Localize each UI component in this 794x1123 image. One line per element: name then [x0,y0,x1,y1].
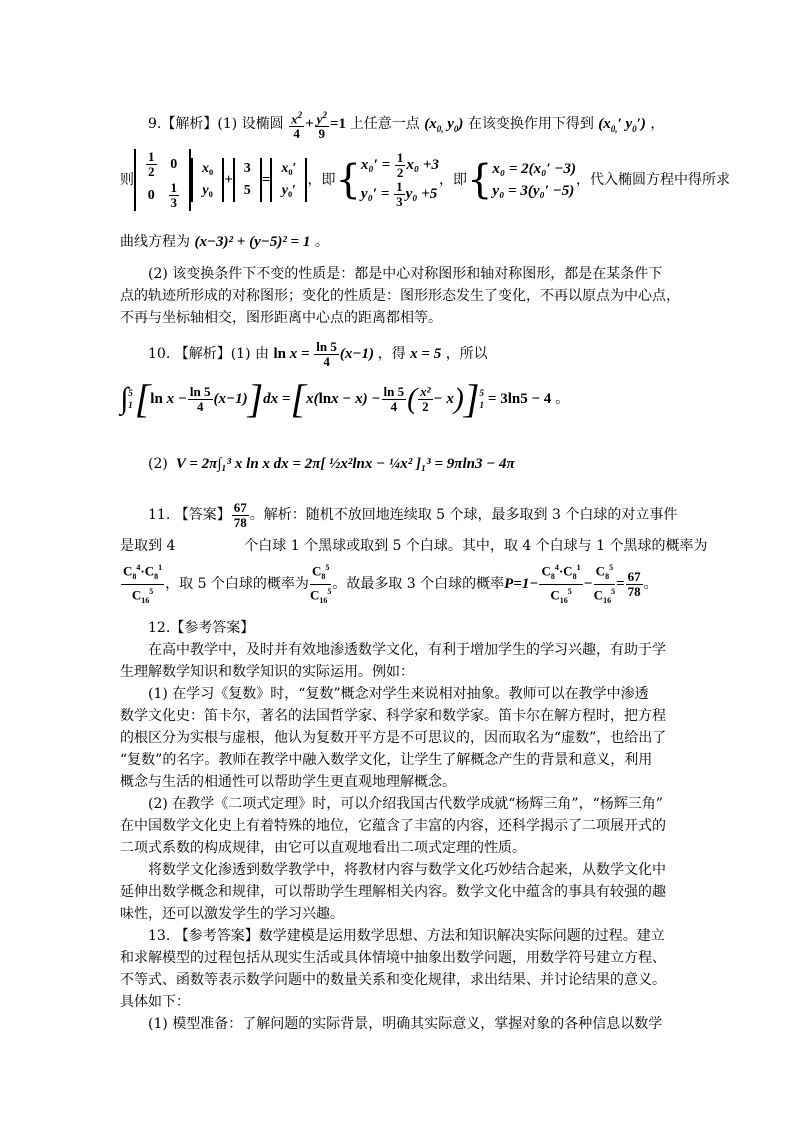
p11-line-1: 11. 【答案】 $\frac{67}{78}$ 。解析：随机不放回地连续取 5 个球，最多取到 3 个白球的对立事件 [148,499,678,530]
answer-fraction: $\frac{67}{78}$ [233,499,247,530]
system-1: x₀′ = $\frac{1}{2}$ x₀ +3 y₀′ = $\frac{1}{3}$ y₀ +5 [360,150,439,209]
vector-x0y0: x₀ y₀ [191,158,224,202]
p11-line-3: $\frac{C_8^4\cdot C_8^1}{C_{16}^5}$ ，取 5 个白球的概率为 $\frac{C_8^5}{C_{16}^5}$ 。故最多取 3 个白球的概率 P=1− $\frac{C_8^4\cdot C_8^1}{C_{16}^5}$ − $\frac{C_8^5}{C_{16}^5}$ = $\frac{67}{78}$ 。 [120,564,658,604]
vector-3-5: 3 5 [233,158,262,202]
p13-line: (1) 模型准备：了解问题的实际背景，明确其实际意义，掌握对象的各种信息以数学 [148,1016,663,1032]
integral-expression: ∫ 5 1 [ ln x − $\frac{\ln 5}{4}$ (x−1) ] dx = [ x( ln x − x) − $\frac{\ln 5}{4}$ ( $\frac{\text{x²}}{2}$ − x ) ] 5 1 = 3ln5 − 4 [120,376,552,421]
prob-5white: $\frac{C_8^5}{C_{16}^5}$ [309,562,332,605]
p9-line-2: 则 $\frac{1}{2}$ 0 0 $\frac{1}{3}$ x₀ y₀ + 3 5 = x₀′ y₀′ ，即 { x₀′ = $\frac{1}{2}$ x₀ +3 y₀′ = $\frac{1}{3}$ y₀ +5 ，即 { x₀ = 2(x₀′ −3) y₀ = 3(y₀′ −5) ，代入椭圆方程中得所求 [120,149,730,210]
p9-part2-line-3: 不再与坐标轴相交，图形距离中心点的距离都相等。 [120,310,442,326]
point-x0y0: ($x_{0,}$ $y_0$) [424,116,464,135]
system-2: x₀ = 2(x₀′ −3) y₀ = 3(y₀′ −5) [492,161,576,199]
p9-line-1: 9.【解析】(1) 设椭圆 $\frac{x^2}{4}$ + $\frac{y^2}{9}$ =1 上任意一点 ($x_{0,}$ $y_0$) 在该变换作用下得到 ($x_{0,}'$ $y_0'$) ， [148,110,665,142]
volume-equation: V = 2π∫₁³ x ln x dx = 2π[ ½x²lnx − ¼x² ]₁³ = 9πln3 − 4π [175,456,515,472]
p12-line: 延伸出数学概念和规律，可以帮助学生理解相关内容。数学文化中蕴含的事具有较强的趣 [120,884,666,900]
prob-at-most-3: P=1− $\frac{C_8^4\cdot C_8^1}{C_{16}^5}$ − $\frac{C_8^5}{C_{16}^5}$ = $\frac{67}{78}$ [504,562,641,605]
prob-4white-1black: $\frac{C_8^4\cdot C_8^1}{C_{16}^5}$ [123,562,163,605]
p12-line: 将数学文化渗透到数学教学中，将教材内容与数学文化巧妙结合起来，从数学文化中 [148,862,666,878]
p10-line-3: (2) V = 2π∫₁³ x ln x dx = 2π[ ½x²lnx − ¼x² ]₁³ = 9πln3 − 4π [148,456,515,472]
p13-line: 13. 【参考答案】数学建模是运用数学思想、方法和知识解决实际问题的过程。建立 [148,928,665,944]
p9-label: 9.【解析】(1) 设椭圆 [148,116,284,133]
p12-line: 在中国数学文化史上有着特殊的地位，它蕴含了丰富的内容，还科学揭示了二项展开式的 [120,818,666,834]
ellipse-equation: $\frac{x^2}{4}$ + $\frac{y^2}{9}$ =1 [291,110,346,142]
curve-equation: (x−3)² + (y−5)² = 1 [194,234,311,250]
p13-line: 和求解模型的过程包括从现实生活或具体情境中抽象出数学问题，用数学符号建立方程、 [120,950,666,966]
p12-line: “复数”的名字。教师在教学中融入数学文化，让学生了解概念产生的背景和意义，利用 [120,752,653,768]
p9-line-3: 曲线方程为 (x−3)² + (y−5)² = 1 。 [120,234,329,250]
p9-part2-line-2: 点的轨迹所形成的对称图形；变化的性质是：图形形态发生了变化，不再以原点为中心点， [120,288,680,304]
p12-line: 二项式系数的构成规律，由它可以直观地看出二项式定理的性质。 [120,840,526,856]
p10-line-2: ∫ 5 1 [ ln x − $\frac{\ln 5}{4}$ (x−1) ] dx = [ x( ln x − x) − $\frac{\ln 5}{4}$ ( $\frac{\text{x²}}{2}$ − x ) ] 5 1 = 3ln5 − 4 。 [120,376,570,421]
transform-matrix: $\frac{1}{2}$ 0 0 $\frac{1}{3}$ [134,149,191,211]
p12-line: 生理解数学知识和数学知识的实际运用。例如： [120,664,414,680]
p12-line: 的根区分为实根与虚根，他认为复数开平方是不可思议的，因而取名为“虚数”，也给出了 [120,730,667,746]
vector-prime: x₀′ y₀′ [270,158,307,202]
p13-line: 具体如下： [120,994,190,1010]
p12-line: (2) 在教学《二项式定理》时，可以介绍我国古代数学成就“杨辉三角”，“杨辉三角” [148,796,663,812]
p13-line: 不等式、函数等表示数学问题中的数量关系和变化规律，求出结果、并讨论结果的意义。 [120,972,666,988]
ln-equation: ln x = $\frac{\ln 5}{4}$ (x−1) [273,339,378,369]
point-x0y0-prime: ($x_{0,}'$ $y_0'$) [598,116,646,135]
p11-line-2: 是取到 4 个白球 1 个黑球或取到 5 个白球。其中，取 4 个白球与 1 个黑球的概率为 [120,538,708,554]
p12-line: 味性，还可以激发学生的学习兴趣。 [120,906,344,922]
p12-line: 数学文化史：笛卡尔，著名的法国哲学家、科学家和数学家。笛卡尔在解方程时，把方程 [120,708,666,724]
p9-part2-line-1: (2) 该变换条件下不变的性质是：都是中心对称图形和轴对称图形，都是在某条件下 [148,266,663,282]
p10-line-1: 10. 【解析】(1) 由 ln x = $\frac{\ln 5}{4}$ (x−1) ，得 x = 5 ，所以 [148,339,488,369]
p12-line: (1) 在学习《复数》时，“复数”概念对学生来说相对抽象。教师可以在教学中渗透 [148,686,649,702]
p12-line: 概念与生活的相通性可以帮助学生更直观地理解概念。 [120,774,456,790]
p12-heading: 12.【参考答案】 [148,620,255,636]
p12-line: 在高中教学中，及时并有效地渗透数学文化，有利于增加学生的学习兴趣，有助于学 [148,642,666,658]
